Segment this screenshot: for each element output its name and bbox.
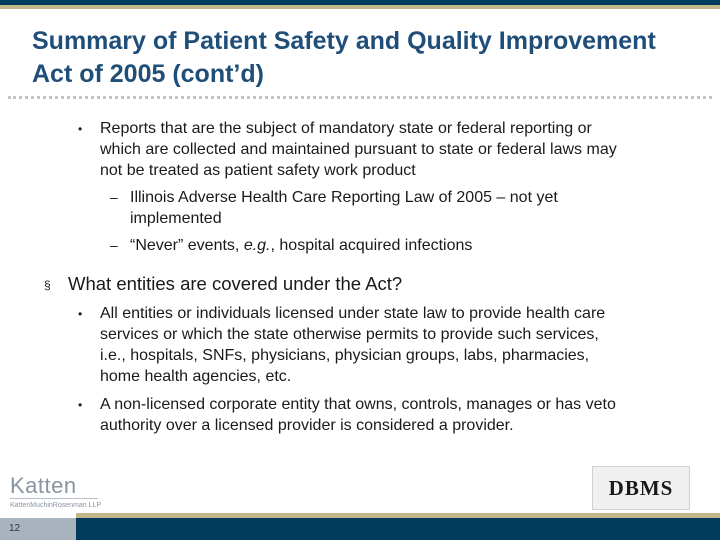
bullet-item-non-licensed-entity — [78, 394, 698, 436]
bullet-marker: • — [78, 122, 83, 136]
bullet-text-line: A non-licensed corporate entity that owns, controls, manages or has veto — [100, 396, 616, 413]
sub-item-illinois-law — [110, 187, 690, 229]
section-item-text: What entities are covered under the Act? — [68, 273, 403, 294]
dash-marker: – — [110, 237, 118, 253]
bullet-item-mandatory-reports — [78, 118, 698, 181]
dash-marker: – — [110, 189, 118, 205]
bullet-text-line: services or which the state otherwise permits to provide such services, — [100, 326, 599, 343]
sub-item-text-line: Illinois Adverse Health Care Reporting Law of 2005 – not yet — [130, 189, 558, 206]
katten-logo-word: Katten — [10, 473, 77, 498]
sub-item-text-line: implemented — [130, 210, 222, 227]
sub-item-text: “Never” events, — [130, 237, 244, 254]
page-number: 12 — [9, 523, 21, 534]
section-marker: § — [44, 278, 51, 292]
sub-item-never-events — [110, 235, 690, 256]
section-item-covered-entities — [44, 272, 684, 296]
dbms-logo-text: DBMS — [608, 475, 674, 500]
bullet-item-licensed-entities — [78, 303, 698, 387]
bullet-text-line: which are collected and maintained pursuant to state or federal laws may — [100, 141, 617, 158]
katten-logo — [10, 473, 101, 510]
bullet-text-line: All entities or individuals licensed under state law to provide health care — [100, 305, 606, 322]
bullet-text-line: i.e., hospitals, SNFs, physicians, physician groups, labs, pharmacies, — [100, 347, 590, 364]
sub-item-emphasis: e.g. — [243, 237, 271, 254]
slide-title: Summary of Patient Safety and Quality Improvement Act of 2005 (cont’d) — [32, 27, 656, 88]
bullet-text-line: authority over a licensed provider is considered a provider. — [100, 417, 514, 434]
bullet-text-line: not be treated as patient safety work product — [100, 162, 416, 179]
footer-bar — [76, 518, 720, 540]
bullet-marker: • — [78, 398, 83, 412]
dbms-logo — [592, 466, 690, 510]
katten-logo-subtitle: KattenMuchinRosenman LLP — [10, 502, 102, 509]
bullet-marker: • — [78, 307, 83, 321]
bullet-text-line: Reports that are the subject of mandatory state or federal reporting or — [100, 120, 592, 137]
bullet-text-line: home health agencies, etc. — [100, 368, 292, 385]
katten-logo-rule — [10, 498, 98, 499]
sub-item-text: , hospital acquired infections — [270, 237, 473, 254]
